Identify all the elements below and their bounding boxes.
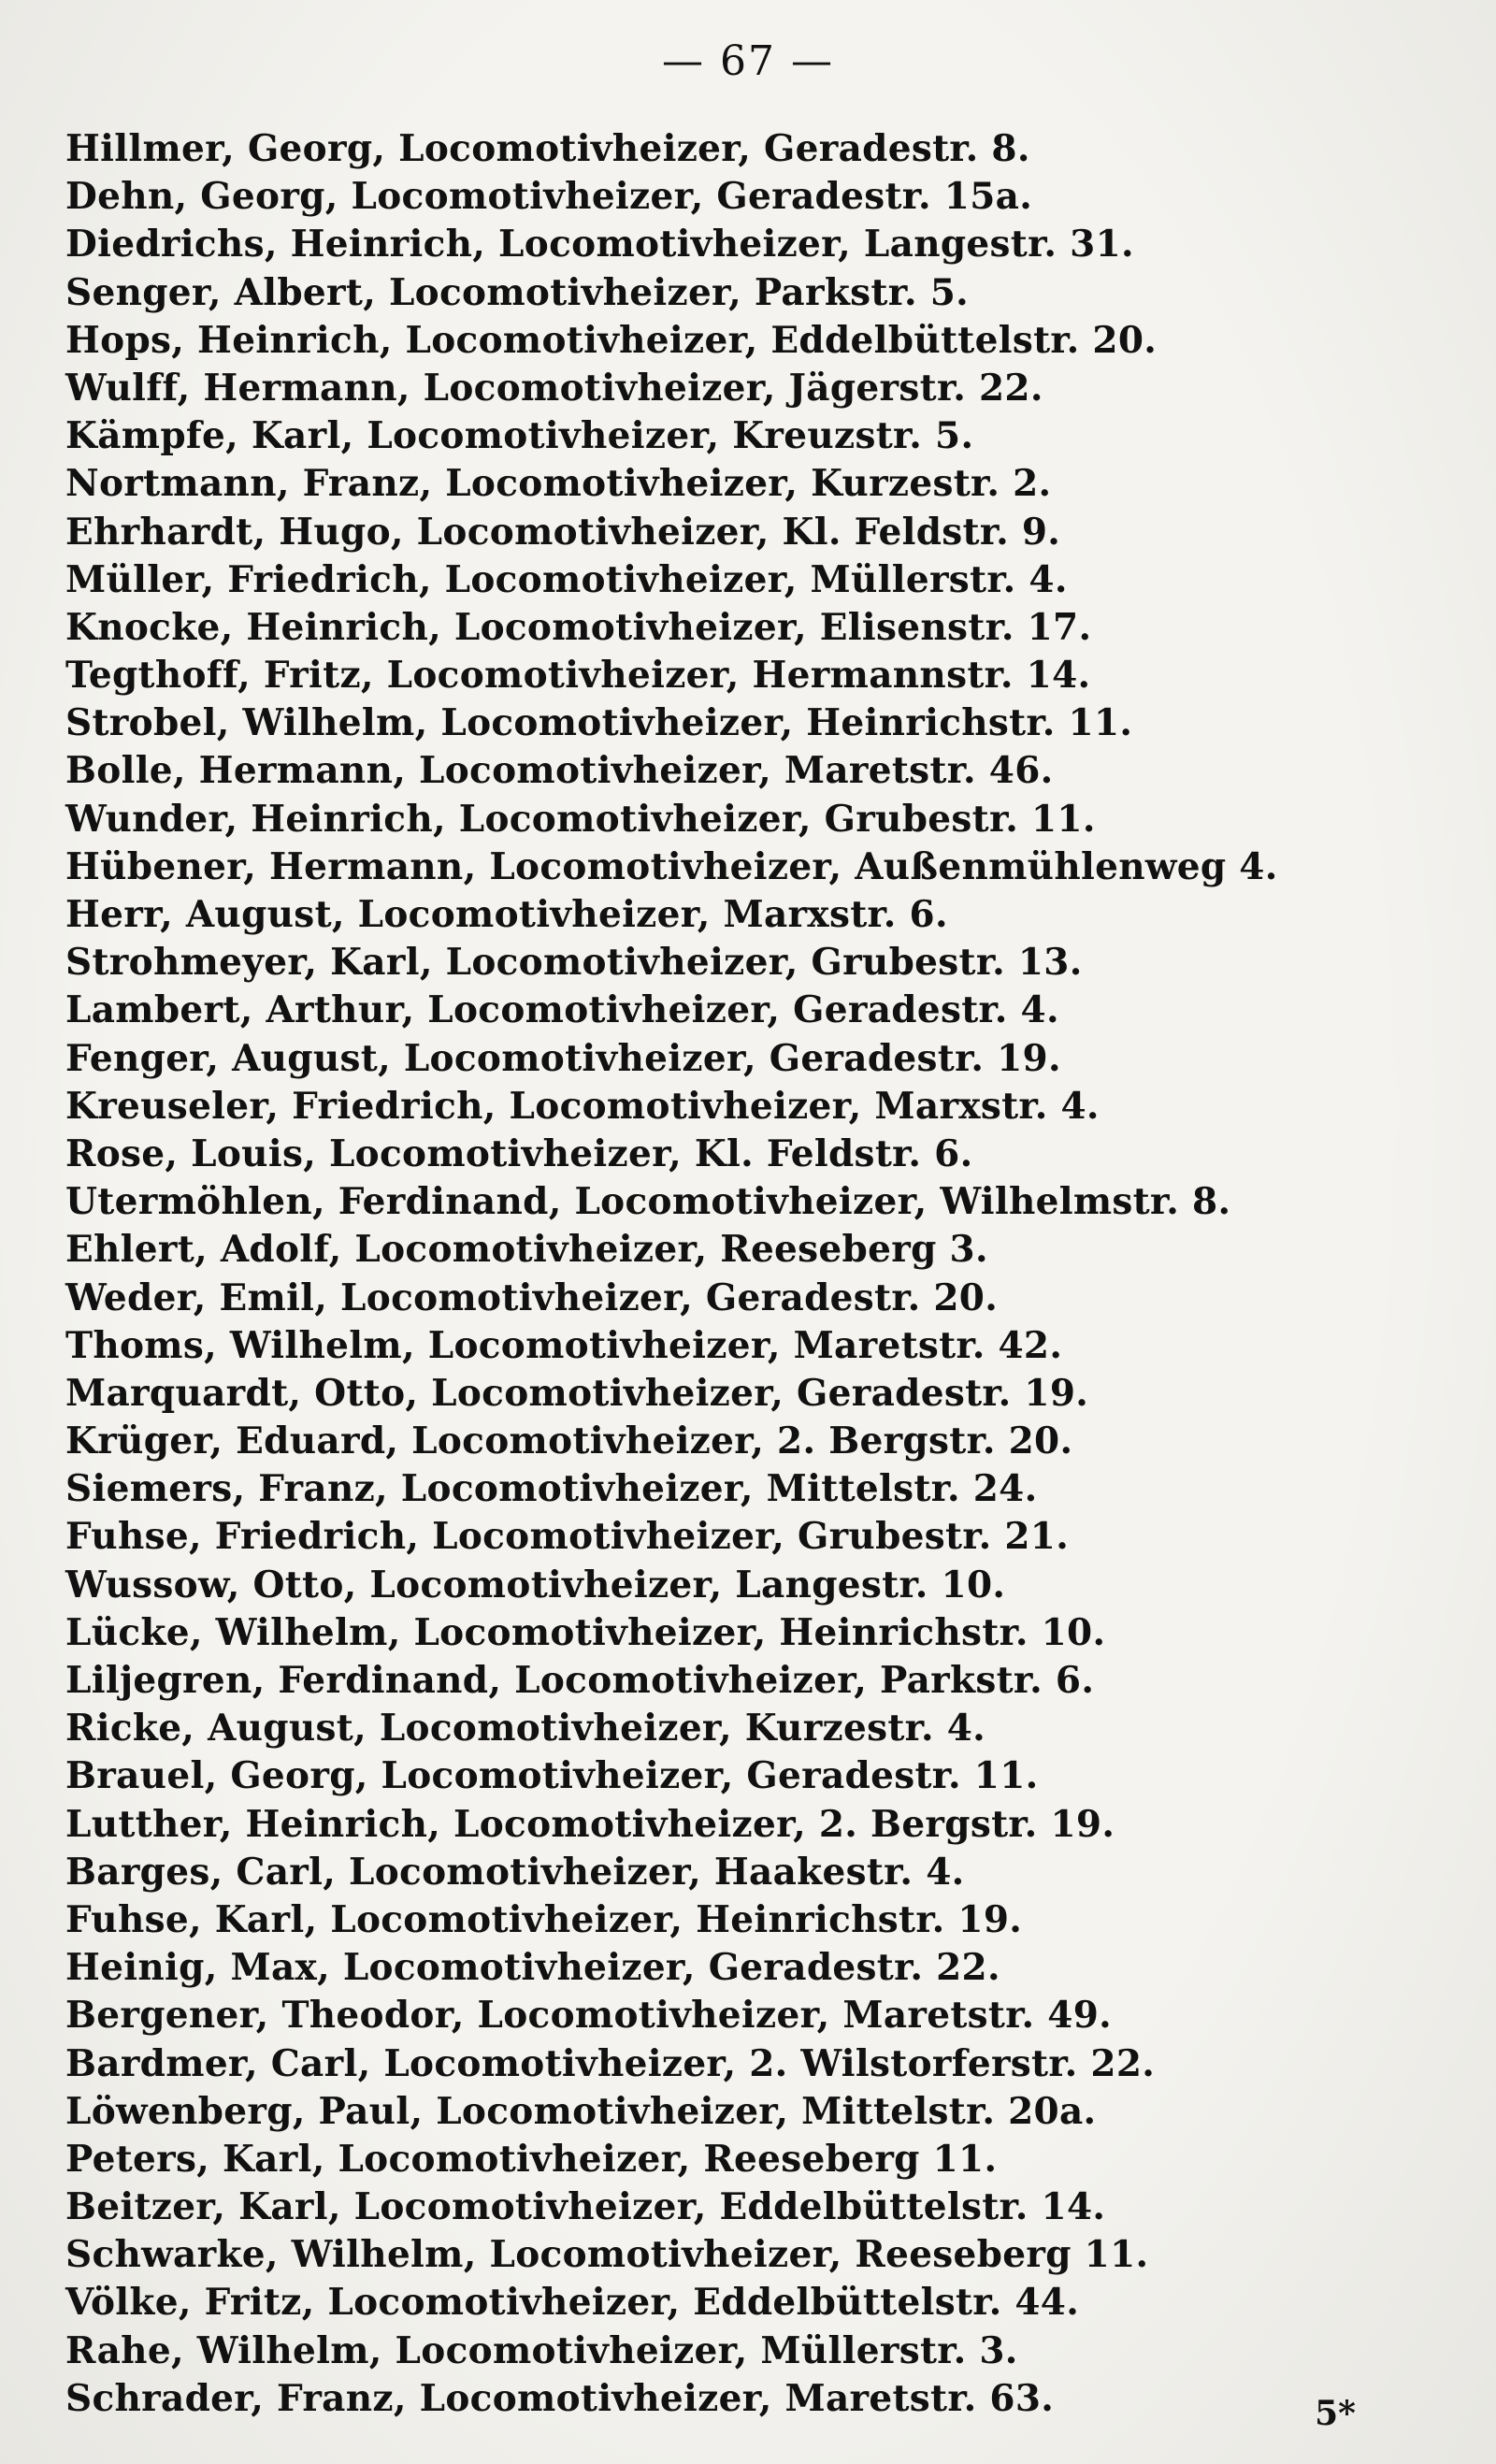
directory-entry: Liljegren, Ferdinand, Locomotivheizer, Parkstr. 6. — [65, 1659, 1095, 1702]
page-number: — 67 — — [662, 37, 834, 85]
directory-entry: Ehrhardt, Hugo, Locomotivheizer, Kl. Feldstr. 9. — [65, 510, 1061, 554]
directory-entry: Müller, Friedrich, Locomotivheizer, Müllerstr. 4. — [65, 557, 1068, 601]
directory-entry: Rose, Louis, Locomotivheizer, Kl. Feldstr. 6. — [65, 1131, 973, 1175]
directory-entry: Schrader, Franz, Locomotivheizer, Maretstr. 63. — [65, 2376, 1055, 2420]
signature-mark: 5* — [1315, 2394, 1356, 2433]
directory-entry: Ehlert, Adolf, Locomotivheizer, Reeseberg 3. — [65, 1228, 988, 1272]
directory-entry: Rahe, Wilhelm, Locomotivheizer, Müllerstr. 3. — [65, 2328, 1018, 2372]
directory-entry: Senger, Albert, Locomotivheizer, Parkstr. 5. — [65, 270, 970, 314]
directory-entry: Lambert, Arthur, Locomotivheizer, Geradestr. 4. — [65, 988, 1059, 1032]
directory-entry: Wunder, Heinrich, Locomotivheizer, Grubestr. 11. — [65, 797, 1096, 841]
directory-entry: Völke, Fritz, Locomotivheizer, Eddelbüttelstr. 44. — [65, 2281, 1080, 2325]
directory-entry: Kreuseler, Friedrich, Locomotivheizer, Marxstr. 4. — [65, 1084, 1100, 1128]
directory-entry: Hübener, Hermann, Locomotivheizer, Außenmühlenweg 4. — [65, 844, 1278, 888]
directory-entry: Weder, Emil, Locomotivheizer, Geradestr. 20. — [65, 1275, 999, 1319]
directory-entry: Thoms, Wilhelm, Locomotivheizer, Maretstr. 42. — [65, 1323, 1063, 1367]
directory-entry: Krüger, Eduard, Locomotivheizer, 2. Bergstr. 20. — [65, 1419, 1073, 1463]
directory-entry: Brauel, Georg, Locomotivheizer, Geradestr. 11. — [65, 1754, 1039, 1798]
directory-entry: Fuhse, Friedrich, Locomotivheizer, Grubestr. 21. — [65, 1515, 1070, 1559]
directory-entry: Siemers, Franz, Locomotivheizer, Mittelstr. 24. — [65, 1467, 1038, 1511]
directory-entry: Bolle, Hermann, Locomotivheizer, Maretstr. 46. — [65, 749, 1054, 793]
directory-entry: Diedrichs, Heinrich, Locomotivheizer, Langestr. 31. — [65, 223, 1134, 267]
directory-entry: Schwarke, Wilhelm, Locomotivheizer, Reeseberg 11. — [65, 2233, 1149, 2277]
directory-entry: Nortmann, Franz, Locomotivheizer, Kurzestr. 2. — [65, 462, 1052, 506]
directory-entry: Tegthoff, Fritz, Locomotivheizer, Hermannstr. 14. — [65, 654, 1091, 698]
directory-entry: Heinig, Max, Locomotivheizer, Geradestr. 22. — [65, 1946, 1000, 1990]
directory-entry-list — [65, 125, 1374, 2423]
directory-entry: Löwenberg, Paul, Locomotivheizer, Mittelstr. 20a. — [65, 2089, 1097, 2133]
directory-entry: Lutther, Heinrich, Locomotivheizer, 2. Bergstr. 19. — [65, 1802, 1115, 1846]
directory-entry: Strobel, Wilhelm, Locomotivheizer, Heinrichstr. 11. — [65, 701, 1133, 745]
directory-entry: Bardmer, Carl, Locomotivheizer, 2. Wilstorferstr. 22. — [65, 2041, 1156, 2085]
directory-entry: Wulff, Hermann, Locomotivheizer, Jägerstr. 22. — [65, 366, 1043, 410]
directory-entry: Ricke, August, Locomotivheizer, Kurzestr. 4. — [65, 1707, 986, 1751]
directory-entry: Peters, Karl, Locomotivheizer, Reeseberg 11. — [65, 2137, 998, 2181]
directory-entry: Hillmer, Georg, Locomotivheizer, Geradestr. 8. — [65, 127, 1030, 170]
directory-entry: Herr, August, Locomotivheizer, Marxstr. 6. — [65, 893, 948, 936]
directory-entry: Strohmeyer, Karl, Locomotivheizer, Grubestr. 13. — [65, 941, 1083, 985]
directory-entry: Dehn, Georg, Locomotivheizer, Geradestr. 15a. — [65, 175, 1033, 219]
directory-entry: Kämpfe, Karl, Locomotivheizer, Kreuzstr. 5. — [65, 414, 974, 458]
directory-entry: Hops, Heinrich, Locomotivheizer, Eddelbüttelstr. 20. — [65, 318, 1158, 362]
directory-entry: Bergener, Theodor, Locomotivheizer, Maretstr. 49. — [65, 1994, 1113, 2038]
directory-entry: Barges, Carl, Locomotivheizer, Haakestr. 4. — [65, 1850, 965, 1894]
directory-entry: Fuhse, Karl, Locomotivheizer, Heinrichstr. 19. — [65, 1897, 1023, 1941]
directory-entry: Lücke, Wilhelm, Locomotivheizer, Heinrichstr. 10. — [65, 1610, 1106, 1654]
directory-entry: Knocke, Heinrich, Locomotivheizer, Elisenstr. 17. — [65, 605, 1092, 649]
directory-entry: Fenger, August, Locomotivheizer, Geradestr. 19. — [65, 1036, 1061, 1080]
directory-entry: Beitzer, Karl, Locomotivheizer, Eddelbüttelstr. 14. — [65, 2185, 1106, 2229]
directory-entry: Wussow, Otto, Locomotivheizer, Langestr. 10. — [65, 1563, 1006, 1607]
directory-entry: Utermöhlen, Ferdinand, Locomotivheizer, Wilhelmstr. 8. — [65, 1180, 1231, 1224]
directory-entry: Marquardt, Otto, Locomotivheizer, Geradestr. 19. — [65, 1371, 1089, 1415]
